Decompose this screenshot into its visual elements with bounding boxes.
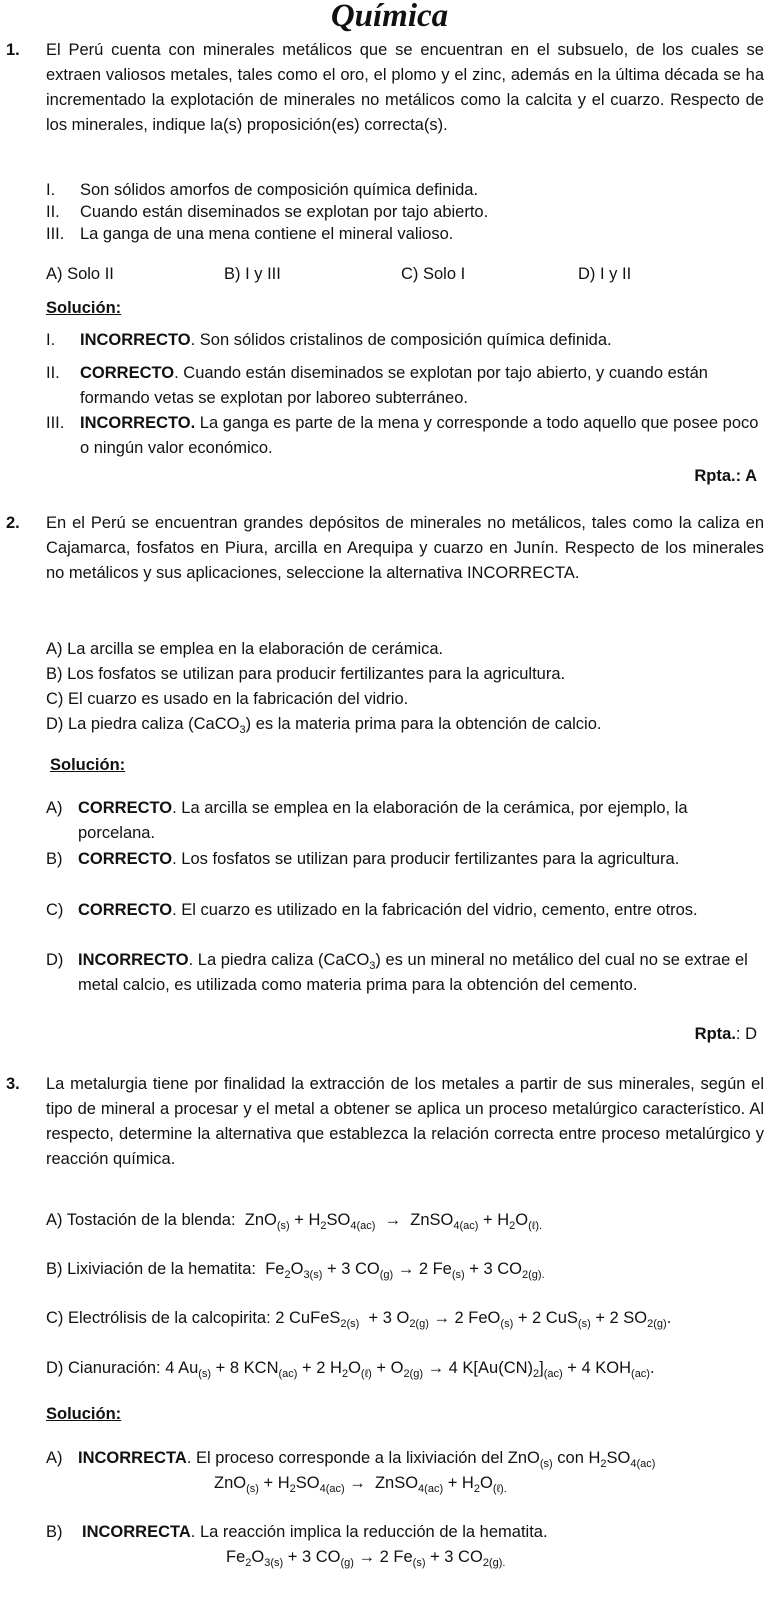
option-c: C) Electrólisis de la calcopirita: 2 CuFeS$_{2(s)}$ + 3 $O_{2(g)} \to 2$ FeO$_{(s)}$ + 2 CuS$_{(s)}$ + 2 $SO_{2(g)}$.: [46, 1309, 672, 1330]
option-a: A) La arcilla se emplea en la elaboración de cerámica.: [46, 640, 444, 658]
solution-heading: Solución:: [46, 299, 122, 317]
reaction-equation: $ZnO_{(s)} + H_2SO_{4(ac)}$ → ZnSO$_{4(ac)}$ + $H_2O_{(\ell).}$: [214, 1474, 507, 1495]
proposition-text: La ganga de una mena contiene el mineral valioso.: [80, 225, 454, 243]
page-title: Química: [330, 0, 449, 34]
proposition-mark: III.: [46, 225, 65, 243]
solution-verdict: CORRECTO: [80, 364, 175, 382]
option-c: C) Solo I: [401, 265, 466, 283]
solution-mark: B): [46, 850, 63, 868]
solution-verdict: CORRECTO: [78, 850, 173, 868]
proposition-mark: II.: [46, 203, 60, 221]
solution-verdict: INCORRECTA: [82, 1523, 191, 1541]
solution-text: . La arcilla se emplea en la elaboración de la cerámica, por ejemplo, la porcelana.: [78, 799, 688, 842]
solution-heading: Solución:: [46, 1405, 122, 1423]
solution-text: La ganga es parte de la mena y corresponde a todo aquello que posee poco o ningún valor económico.: [80, 414, 759, 457]
solution-text: . Son sólidos cristalinos de composición química definida.: [190, 331, 612, 349]
question-text: En el Perú se encuentran grandes depósitos de minerales no metálicos, tales como la caliza en Cajamarca, fosfatos en Piura, arcilla en Arequipa y cuarzo en Junín. Respecto de los minerales no metálicos y sus aplicaciones, seleccione la alternativa INCORRECTA.: [46, 514, 764, 582]
question-number: 3.: [6, 1075, 20, 1093]
question-text: El Perú cuenta con minerales metálicos que se encuentran en el subsuelo, de los cuales se extraen valiosos metales, tales como el oro, el plomo y el zinc, además en la última década se ha incrementado la explotación de minerales no metálicos como la calcita y el cuarzo. Respecto de los minerales, indique la(s) proposición(es) correcta(s).: [46, 41, 764, 134]
solution-verdict: INCORRECTO.: [80, 414, 196, 432]
solution-text: . La piedra caliza (CaCO$_3$) es un mineral no metálico del cual no se extrae el metal calcio, es utilizada como materia prima para la obtención del cemento.: [78, 951, 748, 994]
option-b: B) Lixiviación de la hematita: $Fe_2O_{3(s)} + 3$ $CO_{(g)} \to 2$ $Fe_{(s)} + 3$ $CO_{2(g).}$: [46, 1260, 545, 1281]
solution-mark: D): [46, 951, 64, 969]
proposition-mark: I.: [46, 181, 56, 199]
question-number: 1.: [6, 41, 20, 59]
solution-verdict: INCORRECTO: [78, 951, 189, 969]
solution-mark: C): [46, 901, 64, 919]
option-d: D) Cianuración: 4 $Au_{(s)} + 8$ $KCN_{(ac)} + 2$ $H_2O_{(\ell)} + O_{2(g)} \to 4$ $K[Au(CN)_2]_{(ac)} + 4$ $KOH_{(ac)}$.: [46, 1359, 655, 1380]
proposition-text: Son sólidos amorfos de composición química definida.: [80, 181, 479, 199]
option-a: A) Solo II: [46, 265, 114, 283]
option-a: A) Tostación de la blenda: $ZnO_{(s)} + H_2SO_{4(ac)}$ → ZnSO$_{4(ac)}$ + $H_2O_{(\ell).}$: [46, 1211, 543, 1232]
solution-text: . Los fosfatos se utilizan para producir fertilizantes para la agricultura.: [172, 850, 680, 868]
solution-verdict: CORRECTO: [78, 799, 173, 817]
solution-text: . El cuarzo es utilizado en la fabricación del vidrio, cemento, entre otros.: [172, 901, 698, 919]
solution-text: . El proceso corresponde a la lixiviación del: [186, 1449, 504, 1467]
solution-text: . La reacción implica la reducción de la hematita.: [190, 1523, 548, 1541]
question-text: La metalurgia tiene por finalidad la extracción de los metales a partir de sus minerales, según el tipo de mineral a procesar y el metal a obtener se aplica un proceso metalúrgico característico. Al respecto, determine la alternativa que establezca la relación correcta entre proceso metalúrgico y reacción química.: [46, 1075, 764, 1168]
option-d: D) I y II: [578, 265, 632, 283]
solution-verdict: INCORRECTO: [80, 331, 191, 349]
proposition-text: Cuando están diseminados se explotan por tajo abierto.: [80, 203, 489, 221]
solution-verdict: INCORRECTA: [78, 1449, 187, 1467]
answer: Rpta.: D: [694, 1025, 757, 1043]
reaction-equation: $Fe_2O_{3(s)} + 3$ $CO_{(g)} \to 2$ $Fe_{(s)} + 3$ $CO_{2(g).}$: [226, 1548, 506, 1569]
option-b: B) Los fosfatos se utilizan para producir fertilizantes para la agricultura.: [46, 665, 566, 683]
answer: Rpta.: A: [694, 467, 757, 485]
solution-mark: II.: [46, 364, 60, 382]
option-b: B) I y III: [224, 265, 281, 283]
question-number: 2.: [6, 514, 20, 532]
option-c: C) El cuarzo es usado en la fabricación del vidrio.: [46, 690, 409, 708]
solution-text: . Cuando están diseminados se explotan por tajo abierto, y cuando están formando vetas se explotan por laboreo subterráneo.: [80, 364, 708, 407]
solution-mark: A): [46, 1449, 63, 1467]
solution-verdict: CORRECTO: [78, 901, 173, 919]
solution-mark: A): [46, 799, 63, 817]
solution-mark: III.: [46, 414, 65, 432]
option-d: D) La piedra caliza (CaCO$_3$) es la materia prima para la obtención de calcio.: [46, 715, 602, 736]
solution-mark: I.: [46, 331, 56, 349]
solution-heading: Solución:: [50, 756, 126, 774]
solution-mark: B): [46, 1523, 63, 1541]
